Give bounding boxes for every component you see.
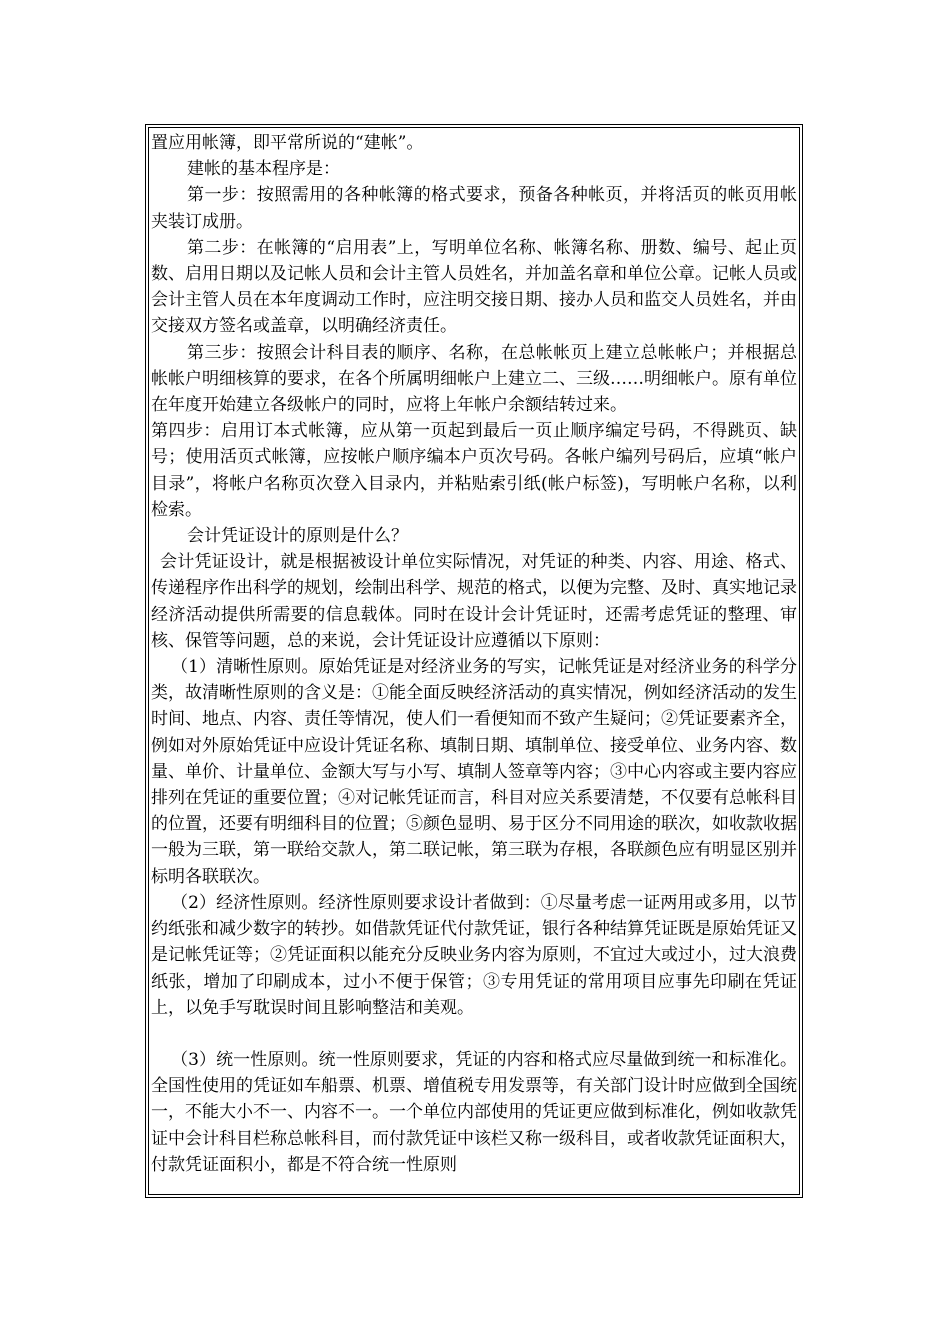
document-frame	[145, 124, 803, 1198]
paragraph-principle-clarity: （1）清晰性原则。原始凭证是对经济业务的写实，记帐凭证是对经济业务的科学分类，故清晰性原则的含义是：①能全面反映经济活动的真实情况，例如经济活动的发生时间、地点、内容、责任等情况，使人们一看便知而不致产生疑问；②凭证要素齐全，例如对外原始凭证中应设计凭证名称、填制日期、填制单位、接受单位、业务内容、数量、单价、计量单位、金额大写与小写、填制人签章等内容；③中心内容或主要内容应排列在凭证的重要位置；④对记帐凭证而言，科目对应关系要清楚，不仅要有总帐科目的位置，还要有明细科目的位置；⑤颜色显明、易于区分不同用途的联次，如收款收据一般为三联，第一联给交款人，第二联记帐，第三联为存根，各联颜色应有明显区别并标明各联联次。	[151, 657, 797, 887]
blank-line	[151, 1021, 797, 1047]
paragraph-question: 会计凭证设计的原则是什么？	[187, 526, 408, 547]
paragraph-setup-procedure-heading: 建帐的基本程序是：	[187, 159, 340, 180]
paragraph-step-four: 第四步：启用订本式帐簿，应从第一页起到最后一页止顺序编定号码，不得跳页、缺号；使用活页式帐簿，应按帐户顺序编本户页次号码。各帐户编列号码后，应填“帐户目录”，将帐户名称页次登入目录内，并粘贴索引纸(帐户标签)，写明帐户名称，以利检索。	[151, 421, 797, 520]
document-body	[148, 127, 800, 1195]
paragraph-principle-economy: （2）经济性原则。经济性原则要求设计者做到：①尽量考虑一证两用或多用，以节约纸张和减少数字的转抄。如借款凭证代付款凭证，银行各种结算凭证既是原始凭证又是记帐凭证等；②凭证面积以能充分反映业务内容为原则，不宜过大或过小，过大浪费纸张，增加了印刷成本，过小不便于保管；③专用凭证的常用项目应事先印刷在凭证上，以免手写耽误时间且影响整洁和美观。	[151, 892, 797, 1018]
paragraph-principle-uniformity: （3）统一性原则。统一性原则要求，凭证的内容和格式应尽量做到统一和标准化。全国性使用的凭证如车船票、机票、增值税专用发票等，有关部门设计时应做到全国统一，不能大小不一、内容不一。一个单位内部使用的凭证更应做到标准化，例如收款凭证中会计科目栏称总帐科目，而付款凭证中该栏又称一级科目，或者收款凭证面积大，付款凭证面积小，都是不符合统一性原则	[151, 1049, 797, 1175]
paragraph-step-three: 第三步：按照会计科目表的顺序、名称，在总帐帐页上建立总帐帐户；并根据总帐帐户明细核算的要求，在各个所属明细帐户上建立二、三级……明细帐户。原有单位在年度开始建立各级帐户的同时，应将上年帐户余额结转过来。	[151, 342, 797, 416]
paragraph-intro-tail: 置应用帐簿，即平常所说的“建帐”。	[151, 133, 424, 153]
paragraph-step-two: 第二步：在帐簿的“启用表”上，写明单位名称、帐簿名称、册数、编号、起止页数、启用日期以及记帐人员和会计主管人员姓名，并加盖名章和单位公章。记帐人员或会计主管人员在本年度调动工作时，应注明交接日期、接办人员和监交人员姓名，并由交接双方签名或盖章，以明确经济责任。	[151, 237, 797, 337]
paragraph-step-one: 第一步：按照需用的各种帐簿的格式要求，预备各种帐页，并将活页的帐页用帐夹装订成册。	[151, 185, 797, 232]
paragraph-voucher-design-intro: 会计凭证设计，就是根据被设计单位实际情况，对凭证的种类、内容、用途、格式、传递程序作出科学的规划，绘制出科学、规范的格式，以便为完整、及时、真实地记录经济活动提供所需要的信息载体。同时在设计会计凭证时，还需考虑凭证的整理、审核、保管等问题，总的来说，会计凭证设计应遵循以下原则：	[151, 552, 797, 651]
